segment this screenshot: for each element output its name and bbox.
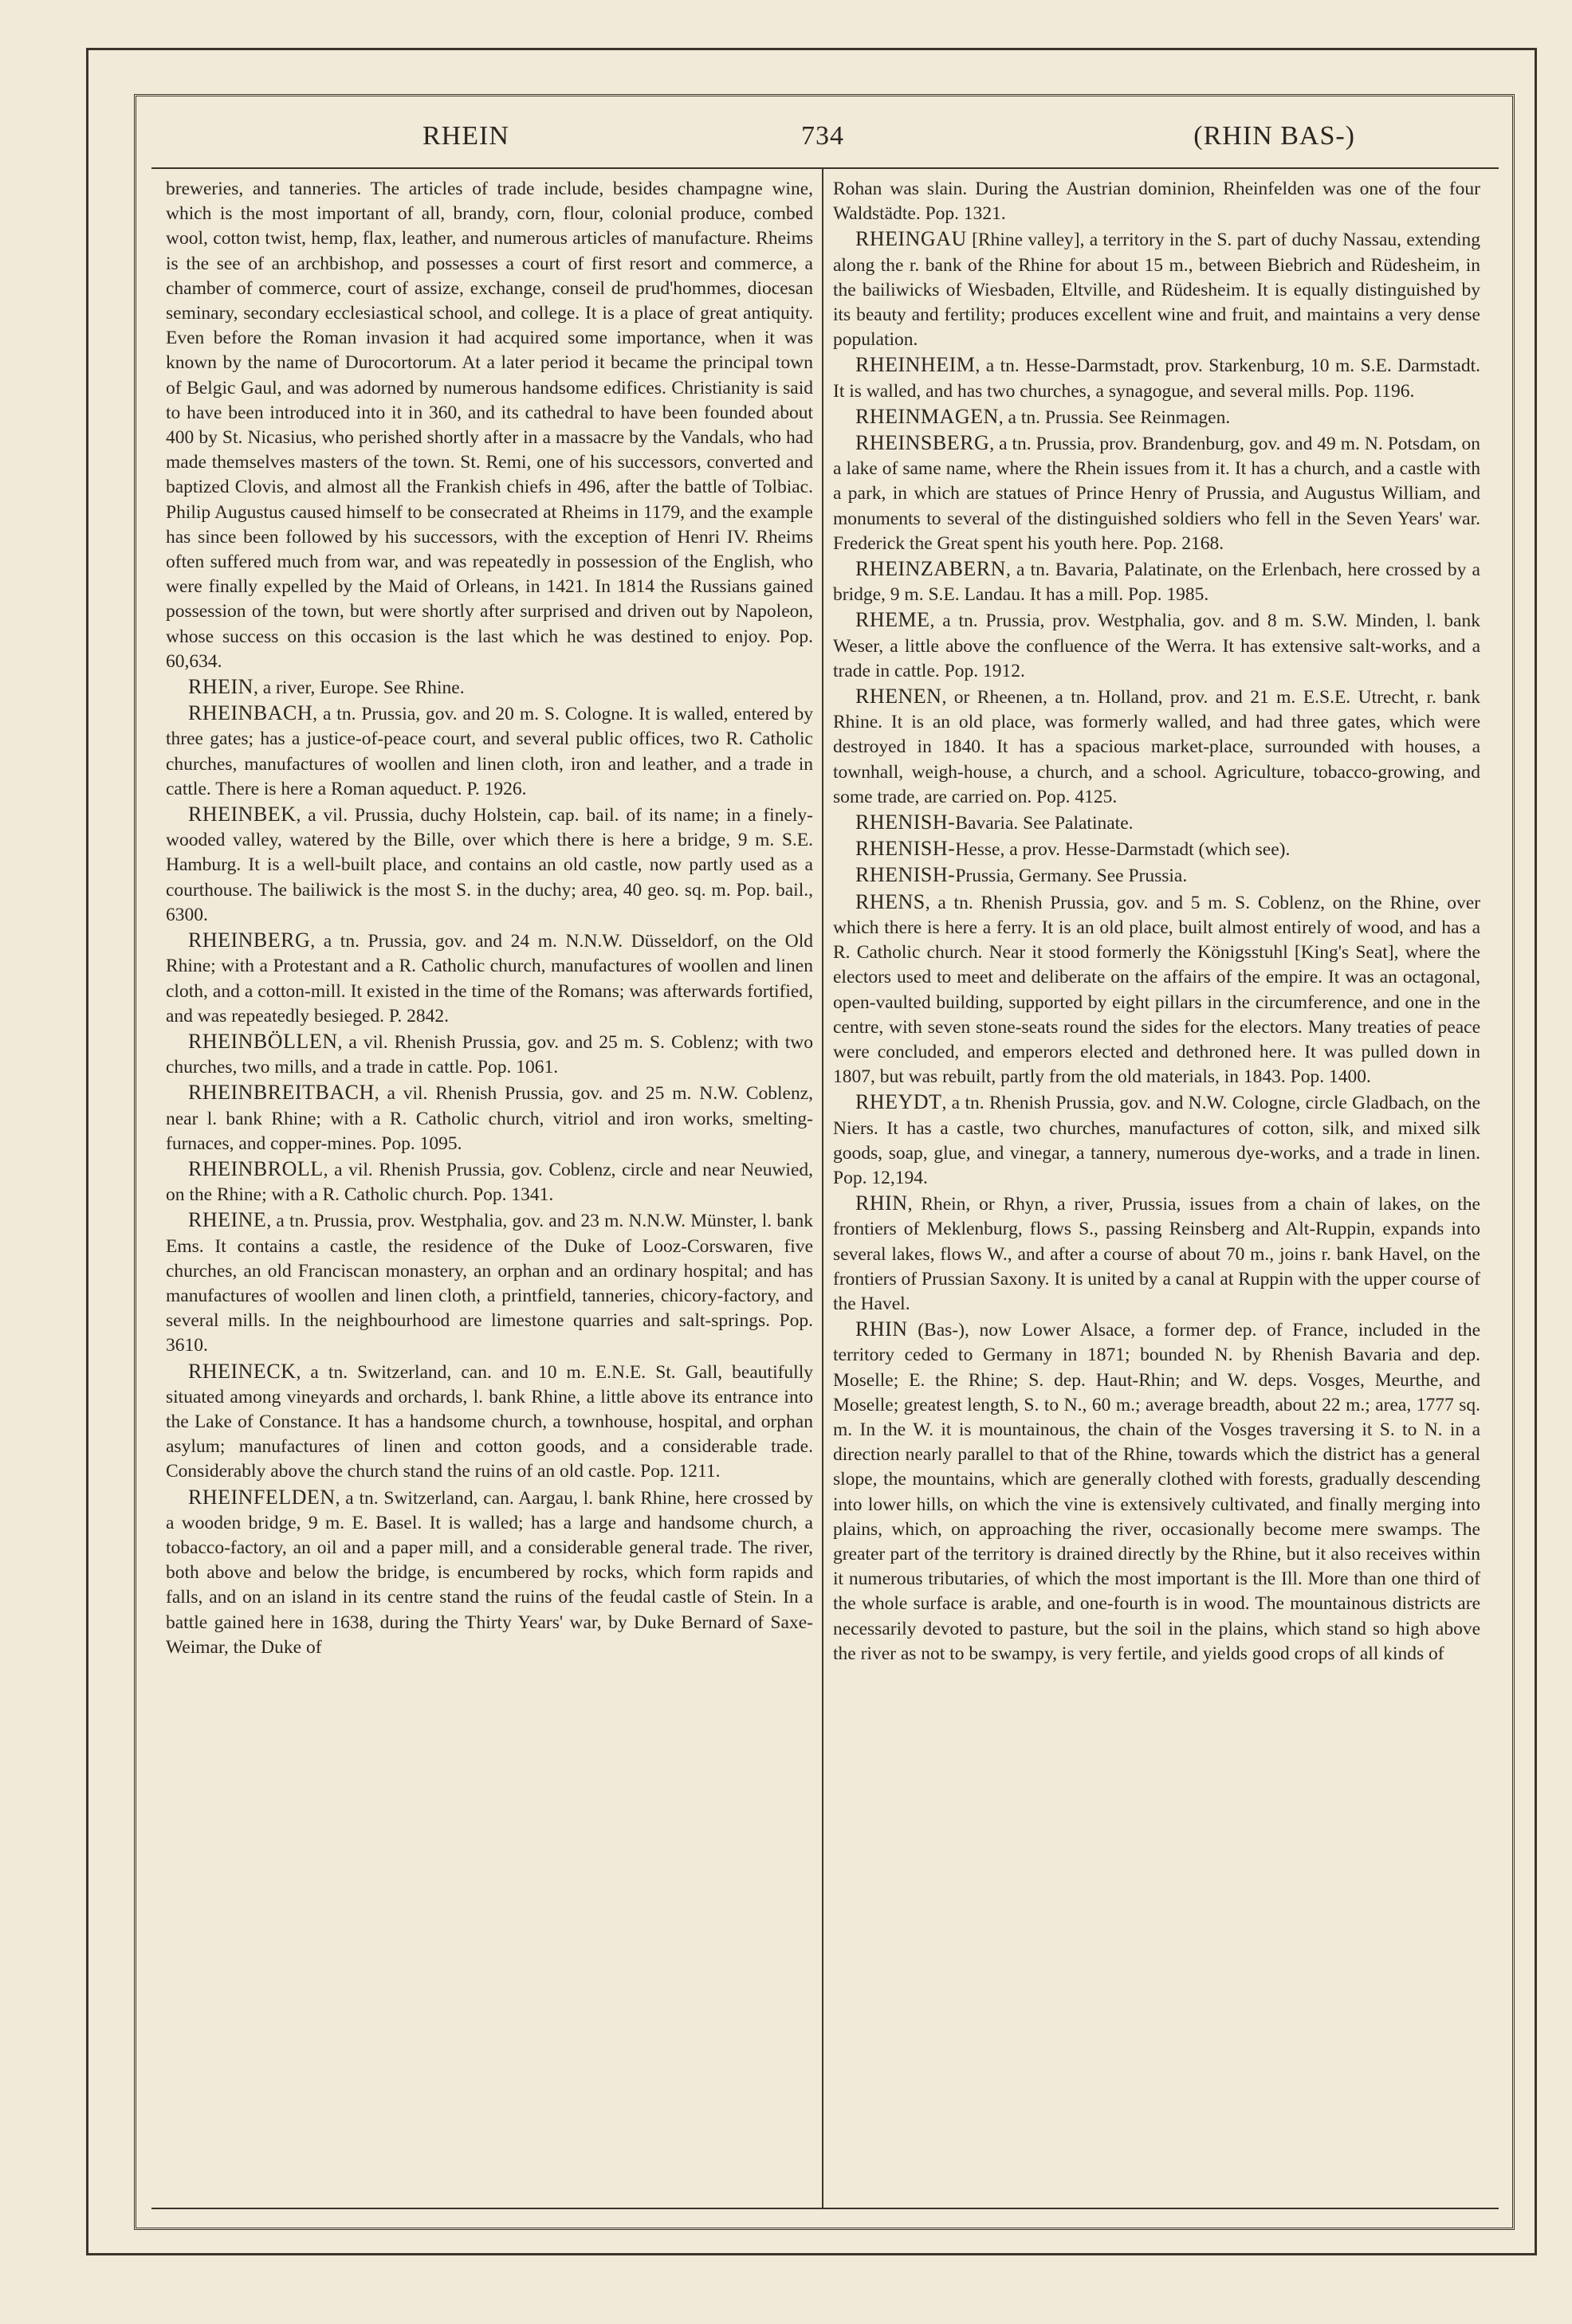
header-left-guide-word: RHEIN [422,121,509,151]
entry-text: , a vil. Rhenish Prussia, gov. and 25 m. N.W. Coblenz, near l. bank Rhine; with a R. Catholic church, vitriol and iron works, smelting-furnaces, and copper-mines. Pop. 1095. [166,1083,813,1154]
gazetteer-entry [166,1156,813,1207]
gazetteer-entry [833,556,1480,607]
header-right-guide-word: (RHIN BAS-) [1193,121,1355,151]
gazetteer-entry [166,1029,813,1080]
entry-headword: RHENISH- [855,837,956,861]
right-column [833,177,1480,2193]
entry-text: , a tn. Prussia, prov. Westphalia, gov. and 23 m. N.N.W. Münster, l. bank Ems. It contains a castle, the residence of the Duke of Looz-Corswaren, five churches, an old Franciscan monastery, an orphan and an ordinary hospital; and has manufactures of woollen and linen cloth, a printfield, tanneries, chicory-factory, and several mills. In the neighbourhood are limestone quarries and salt-springs. Pop. 3610. [166,1211,813,1356]
entry-headword: RHEINBACH [188,701,313,725]
gazetteer-entry [833,430,1480,556]
entry-headword: RHEINBERG [188,928,311,952]
gazetteer-entry [166,1359,813,1485]
entry-headword: RHEINGAU [855,227,967,251]
entry-text: , a tn. Switzerland, can. Aargau, l. bank Rhine, here crossed by a wooden bridge, 9 m. E. Basel. It is walled; has a large and handsome church, a tobacco-factory, an oil and a paper mill, and a considerable general trade. The river, both above and below the bridge, is encumbered by rocks, which form rapids and falls, and on an island in its centre stand the ruins of the feudal castle of Stein. In a battle gained here in 1638, during the Thirty Years' war, by Duke Bernard of Saxe-Weimar, the Duke of [166,1487,813,1658]
column-divider [822,169,823,2209]
entry-text: , a tn. Rhenish Prussia, gov. and N.W. Cologne, circle Gladbach, on the Niers. It has a castle, two churches, manufactures of cotton, silk, and mixed silk goods, soap, glue, and vinegar, a tannery, numerous dye-works, and a trade in linen. Pop. 12,194. [833,1093,1480,1188]
gazetteer-entry [833,810,1480,836]
entry-text: , a tn. Switzerland, can. and 10 m. E.N.E. St. Gall, beautifully situated among vineyards and orchards, l. bank Rhine, a little above its entrance into the Lake of Constance. It has a handsome church, a townhouse, hospital, and orphan asylum; manufactures of linen and cotton goods, and a considerable trade. Considerably above the church stand the ruins of an old castle. Pop. 1211. [166,1361,813,1482]
gazetteer-entry [833,607,1480,684]
gazetteer-entry [166,802,813,928]
gazetteer-entry [833,352,1480,403]
gazetteer-entry [166,1080,813,1156]
gazetteer-entry [166,928,813,1029]
gazetteer-entry [166,1207,813,1358]
entry-headword: RHIN [855,1191,908,1215]
gazetteer-entry [833,404,1480,430]
entry-headword: RHEINECK [188,1359,297,1383]
entry-text: , a tn. Prussia, gov. and 24 m. N.N.W. Düsseldorf, on the Old Rhine; with a Protestant and a R. Catholic church, manufactures of woollen and linen cloth, and a cotton-mill. It existed in the time of the Romans; was afterwards fortified, and was repeatedly besieged. P. 2842. [166,931,813,1027]
entry-text: (Bas-), now Lower Alsace, a former dep. of France, included in the territory ceded to Germany in 1871; bounded N. by Rhenish Bavaria and dep. Moselle; E. the Rhine; S. dep. Haut-Rhin; and W. deps. Vosges, Meurthe, and Moselle; greatest length, S. to N., 60 m.; average breadth, about 22 m.; area, 1777 sq. m. In the W. it is mountainous, the chain of the Vosges traversing it S. to N. in a direction nearly parallel to that of the Rhine, towards which the district has a general slope, the mountains, which are generally clothed with forests, gradually descending into lower hills, on which the vine is extensively cultivated, and finally merging into plains, which, on approaching the river, occasionally become mere swamps. The greater part of the territory is drained directly by the Rhine, but it also receives within it numerous tributaries, of which the most important is the Ill. More than one third of the whole surface is arable, and one-fourth is in wood. The mountainous districts are necessarily devoted to pasture, but the soil in the plains, which stand so high above the river as not to be swampy, is very fertile, and yields good crops of all kinds of [833,1320,1480,1664]
entry-headword: RHEINBROLL [188,1156,324,1180]
gazetteer-entry [833,1317,1480,1666]
entry-headword: RHEINSBERG [855,431,990,455]
entry-text: , a vil. Rhenish Prussia, gov. Coblenz, circle and near Neuwied, on the Rhine; with a R. Catholic church. Pop. 1341. [166,1159,813,1206]
entry-headword: RHEINHEIM [855,353,976,377]
entry-text: , a tn. Prussia. See Reinmagen. [998,406,1231,428]
gazetteer-entry [833,889,1480,1090]
entry-text: , a tn. Prussia, prov. Brandenburg, gov. and 49 m. N. Potsdam, on a lake of same name, where the Rhein issues from it. It has a church, and a castle with a park, in which are statues of Prince Henry of Prussia, and Augustus William, and monuments to several of the distinguished soldiers who fell in the Seven Years' war. Frederick the Great spent his youth here. Pop. 2168. [833,434,1480,554]
entry-headword: RHEIN [188,675,253,699]
entry-text: , a tn. Prussia, prov. Westphalia, gov. and 8 m. S.W. Minden, l. bank Weser, a little above the confluence of the Werra. It has extensive salt-works, and a trade in cattle. Pop. 1912. [833,610,1480,681]
entry-headword: RHENS [855,889,926,913]
gazetteer-entry [166,701,813,802]
entry-text: , a vil. Prussia, duchy Holstein, cap. bail. of its name; in a finely-wooded valley, watered by the Bille, over which there is here a bridge, 9 m. S.E. Hamburg. It is a well-built place, and contains an old castle, now partly used as a courthouse. The bailiwick is the most S. in the duchy; area, 40 geo. sq. m. Pop. bail., 6300. [166,805,813,925]
gazetteer-entry [166,177,813,674]
entry-text: breweries, and tanneries. The articles of trade include, besides champagne wine, which is the most important of all, brandy, corn, flour, colonial produce, combed wool, cotton twist, hemp, flax, leather, and numerous articles of manufacture. Rheims is the see of an archbishop, and possesses a court of first resort and commerce, a chamber of commerce, court of assize, exchange, conseil de prud'hommes, diocesan seminary, secondary ecclesiastical school, and college. It is a place of great antiquity. Even before the Roman invasion it had acquired some importance, when it was known by the name of Durocortorum. At a later period it became the principal town of Belgic Gaul, and was adorned by numerous handsome edifices. Christianity is said to have been introduced into it in 360, and its cathedral to have been founded about 400 by St. Nicasius, who perished shortly after in a massacre by the Vandals, who had made themselves masters of the town. St. Remi, one of his successors, converted and baptized Clovis, and almost all the Frankish chiefs in 496, after the battle of Tolbiac. Philip Augustus caused himself to be consecrated at Rheims in 1179, and the example has since been followed by his successors, with the exception of Henri IV. Rheims often suffered much from war, and was repeatedly in possession of the English, who were finally expelled by the Maid of Orleans, in 1421. In 1814 the Russians gained possession of the town, but were shortly after surprised and driven out by Napoleon, whose success on this occasion is the last which he was destined to enjoy. Pop. 60,634. [166,179,813,672]
gazetteer-entry [833,177,1480,226]
gazetteer-entry [833,836,1480,862]
entry-text: , or Rheenen, a tn. Holland, prov. and 21 m. E.S.E. Utrecht, r. bank Rhine. It is an old place, was formerly walled, and had three gates, which were destroyed in 1840. It has a spacious market-place, surrounded with houses, a townhall, weigh-house, a church, and a school. Agriculture, tobacco-growing, and some trade, are carried on. Pop. 4125. [833,687,1480,807]
entry-headword: RHEINZABERN [855,557,1006,581]
gazetteer-entry [833,684,1480,810]
gazetteer-entry [833,226,1480,352]
entry-headword: RHEINFELDEN [188,1485,336,1509]
entry-text: , a tn. Rhenish Prussia, gov. and 5 m. S. Coblenz, on the Rhine, over which there is here a ferry. It is an old place, built almost entirely of wood, and has a R. Catholic church. Near it stood formerly the Königsstuhl [King's Seat], where the electors used to meet and deliberate on the affairs of the empire. It was an octagonal, open-vaulted building, supported by eight pillars in the circumference, and one in the centre, with seven stone-seats round the sides for the electors. Many treaties of peace were concluded, and emperors elected and dethroned here. It was pulled down in 1807, but was rebuilt, partly from the old materials, in 1843. Pop. 1400. [833,892,1480,1088]
entry-headword: RHEINE [188,1208,267,1232]
entry-headword: RHENISH- [855,811,956,834]
gazetteer-entry [833,1191,1480,1317]
gazetteer-entry [833,862,1480,889]
entry-headword: RHEYDT [855,1090,942,1114]
entry-headword: RHEINBÖLLEN [188,1029,338,1053]
entry-headword: RHEINBEK [188,803,297,826]
running-header [151,112,1499,167]
entry-text: , a vil. Rhenish Prussia, gov. and 25 m. S. Coblenz; with two churches, two mills, and a trade in cattle. Pop. 1061. [166,1031,813,1078]
entry-text: Bavaria. See Palatinate. [955,813,1134,834]
entry-text: [Rhine valley], a territory in the S. part of duchy Nassau, extending along the r. bank of the Rhine for about 15 m., between Biebrich and Rüdesheim, in the bailiwicks of Wiesbaden, Eltville, and Rüdesheim. It is equally distinguished by its beauty and fertility; produces excellent wine and fruit, and maintains a very dense population. [833,230,1480,351]
entry-text: , a river, Europe. See Rhine. [253,677,465,699]
entry-headword: RHIN [855,1317,908,1341]
entry-text: Hesse, a prov. Hesse-Darmstadt (which see). [955,839,1291,861]
entry-text: Prussia, Germany. See Prussia. [955,866,1188,887]
entry-headword: RHEINBREITBACH [188,1081,375,1105]
gazetteer-entry [833,1089,1480,1191]
gazetteer-entry [166,1485,813,1660]
page-number: 734 [801,121,844,151]
entry-text: , a tn. Hesse-Darmstadt, prov. Starkenburg, 10 m. S.E. Darmstadt. It is walled, and has two churches, a synagogue, and several mills. Pop. 1196. [833,355,1480,402]
entry-headword: RHEME [855,608,930,632]
gazetteer-entry [166,674,813,701]
entry-text: , a tn. Prussia, gov. and 20 m. S. Cologne. It is walled, entered by three gates; has a justice-of-peace court, and several public offices, two R. Catholic churches, manufactures of woollen and linen cloth, iron and leather, and a trade in cattle. There is here a Roman aqueduct. P. 1926. [166,704,813,799]
entry-text: , Rhein, or Rhyn, a river, Prussia, issues from a chain of lakes, on the frontiers of Meklenburg, flows S., passing Reinsberg and Alt-Ruppin, expands into several lakes, flows W., and after a course of about 70 m., joins r. bank Havel, on the frontiers of Prussian Saxony. It is united by a canal at Ruppin with the upper course of the Havel. [833,1194,1480,1314]
entry-text: , a tn. Bavaria, Palatinate, on the Erlenbach, here crossed by a bridge, 9 m. S.E. Landau. It has a mill. Pop. 1985. [833,559,1480,606]
entry-headword: RHENISH- [855,863,956,887]
entry-text: Rohan was slain. During the Austrian dominion, Rheinfelden was one of the four Waldstädte. Pop. 1321. [833,179,1480,225]
left-column [166,177,813,2193]
entry-headword: RHEINMAGEN [855,404,999,428]
bottom-rule [151,2208,1499,2209]
entry-headword: RHENEN [855,685,942,709]
header-rule [151,167,1499,169]
